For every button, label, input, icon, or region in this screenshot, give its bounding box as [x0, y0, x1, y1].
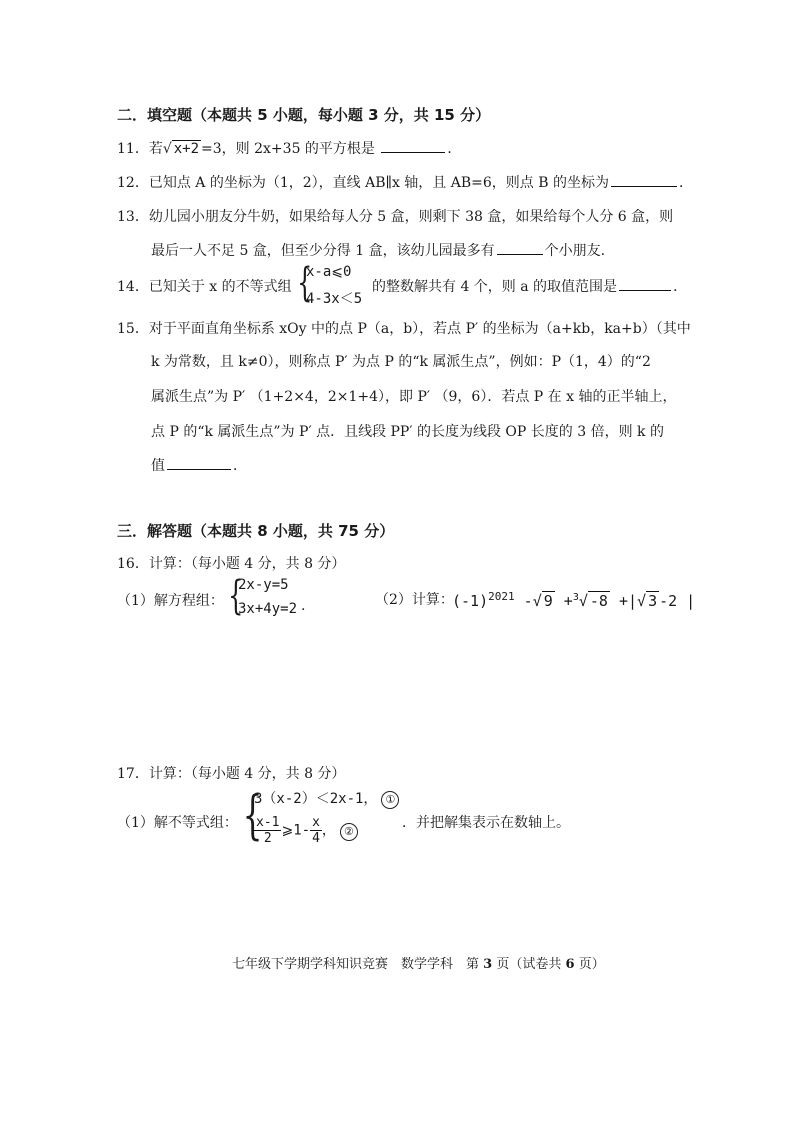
q14-pre: 14．已知关于 x 的不等式组 [117, 279, 292, 295]
section3-title: 三．解答题（本题共 8 小题，共 75 分） [117, 522, 395, 540]
q17-inequality-2 [254, 815, 358, 846]
q11-pre: 11．若 [117, 141, 163, 157]
fraction-x-over-4 [310, 815, 322, 846]
abs-bar-left: | [628, 592, 638, 610]
circled-mark-1: ① [381, 791, 399, 809]
q16-equation-1: 2x-y=5 [238, 577, 289, 593]
brace: { [297, 260, 313, 306]
fraction-denominator: 4 [312, 831, 320, 846]
fraction-x-minus-1-over-2 [254, 815, 281, 846]
expr-base: (-1) [452, 592, 489, 610]
footer-mid: 页（试卷共 [496, 957, 562, 972]
q15-line1: 15．对于平面直角坐标系 xOy 中的点 P（a，b），若点 P′ 的坐标为（a+kb，ka+b）（其中 [117, 321, 691, 337]
fraction-denominator: 2 [263, 831, 272, 846]
footer-total-pages: 6 [565, 957, 575, 972]
answer-blank[interactable] [497, 240, 543, 255]
q16-part2-label: （2）计算： [375, 592, 454, 608]
answer-blank[interactable] [619, 276, 671, 291]
q16-head: 16．计算：（每小题 4 分，共 8 分） [117, 556, 346, 572]
q16-part1-end: . [301, 598, 306, 614]
q11-post: =3，则 2x+35 的平方根是 [201, 141, 375, 157]
q14-end: ． [673, 279, 688, 295]
footer-end: 页） [578, 957, 605, 972]
q17-ineq1-text: 3（x-2）＜2x-1， [254, 791, 378, 807]
sqrt-sign: √ [578, 592, 588, 610]
answer-blank[interactable] [381, 138, 445, 153]
expr-radicand-9: 9 [543, 592, 553, 610]
question-12 [117, 172, 693, 192]
q17-inequality-1 [254, 788, 399, 809]
answer-blank[interactable] [611, 172, 677, 187]
expr-plus: + [618, 592, 628, 610]
section2-title: 二．填空题（本题共 5 小题，每小题 3 分，共 15 分） [117, 106, 491, 124]
expr-abs-tail: -2 | [659, 592, 696, 610]
expr-radicand-3: 3 [648, 592, 658, 610]
q11-radicand: x+2 [173, 141, 200, 157]
q17-post: ．并把解集表示在数轴上。 [402, 815, 570, 831]
question-11 [117, 138, 461, 158]
q11-end: ． [447, 141, 462, 157]
q15-line2: k 为常数，且 k≠0），则称点 P′ 为点 P 的“k 属派生点”，例如：P（1，4）的“2 [151, 354, 651, 370]
footer-page-number: 3 [483, 957, 493, 972]
expr-minus: - [523, 592, 533, 610]
q14-post-line [372, 276, 687, 296]
q12-text: 12．已知点 A 的坐标为（1，2），直线 AB∥x 轴，且 AB=6，则点 B 的坐标为 [117, 175, 609, 191]
q13-line1: 13．幼儿园小朋友分牛奶，如果给每人分 5 盒，则剩下 38 盒，如果给每个人分 6 盒，则 [117, 209, 674, 225]
q17-ineq2-mid: ⩾1- [281, 822, 311, 839]
q15-line3: 属派生点”为 P′ （1+2×4，2×1+4），即 P′ （9，6）．若点 P 在 x 轴的正半轴上， [151, 389, 677, 405]
expr-radicand-neg8: -8 [589, 592, 608, 610]
sqrt-sign: √ [162, 141, 172, 157]
q15-line5b: ． [233, 458, 247, 474]
q14-inequality-1: x-a⩽0 [306, 264, 352, 280]
q15-line5 [151, 455, 247, 475]
q12-end: ． [678, 175, 693, 191]
cube-root-index: 3 [572, 592, 579, 603]
sqrt-sign: √ [637, 592, 647, 610]
q17-part1-label: （1）解不等式组： [117, 815, 238, 831]
answer-blank[interactable] [167, 455, 231, 470]
q16-part1-label: （1）解方程组： [117, 593, 224, 609]
q14-inequality-2: 4-3x＜5 [306, 291, 363, 307]
brace: { [228, 573, 244, 619]
q13-line2a: 最后一人不足 5 盒，但至少分得 1 盒，该幼儿园最多有 [151, 243, 495, 259]
q17-head: 17．计算：（每小题 4 分，共 8 分） [117, 766, 346, 782]
q14-post: 的整数解共有 4 个，则 a 的取值范围是 [372, 279, 618, 295]
q15-line4: 点 P 的“k 属派生点”为 P′ 点．且线段 PP′ 的长度为线段 OP 长度的 3 倍，则 k 的 [151, 424, 664, 440]
sqrt-sign: √ [532, 592, 542, 610]
fraction-numerator: x-1 [256, 815, 280, 830]
q15-line5a: 值 [151, 458, 165, 474]
circled-mark-2: ② [340, 823, 358, 841]
expr-plus: + [563, 592, 573, 610]
brace: { [242, 786, 263, 846]
q13-line2b: 个小朋友. [544, 243, 606, 259]
q16-equation-2: 3x+4y=2 [238, 601, 298, 617]
page-footer [232, 953, 605, 972]
q17-ineq2-tail: ， [321, 822, 336, 839]
fraction-numerator: x [312, 815, 320, 830]
expr-exponent: 2021 [488, 590, 515, 603]
footer-text: 七年级下学期学科知识竞赛 数学学科 第 [232, 957, 480, 972]
q16-expression [452, 590, 695, 610]
q13-line2 [151, 240, 605, 260]
